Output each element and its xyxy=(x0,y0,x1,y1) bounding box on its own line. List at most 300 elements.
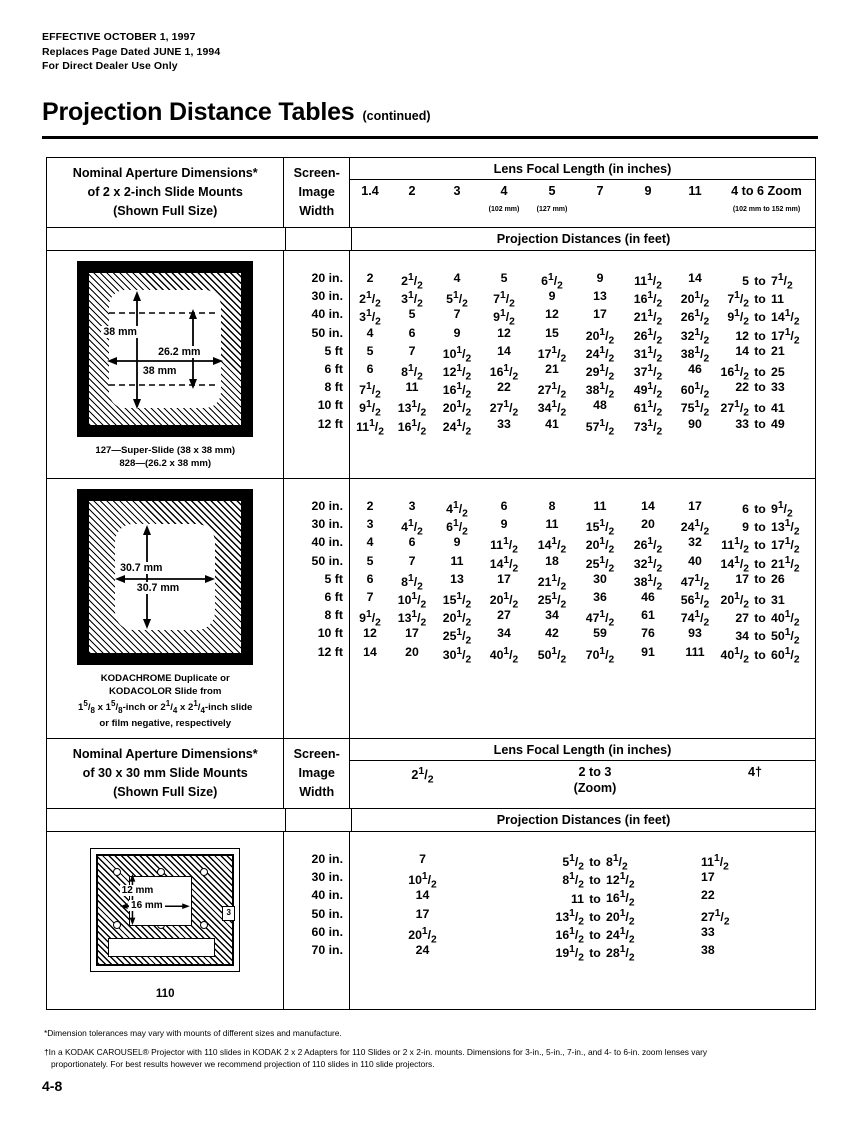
zoom-high: 41 xyxy=(771,401,785,416)
projection-distance-cell: $2^1/_2$ xyxy=(401,272,423,292)
projection-distance-cell: 2 xyxy=(366,499,374,513)
zoom-high: $8^1/_2$ xyxy=(606,853,628,873)
screen-image-width-cell: 40 in. xyxy=(311,535,343,550)
focal-length-label: 5 xyxy=(548,184,556,198)
projection-distance-cell: 34 xyxy=(545,608,559,623)
projection-distance-cell: $24^1/_2$ xyxy=(442,417,472,438)
t1-focal-columns xyxy=(350,180,815,226)
effective-line-1: EFFECTIVE OCTOBER 1, 1997 xyxy=(42,31,196,43)
screen-image-width-cell: 30 in. xyxy=(311,870,343,885)
zoom-to: to xyxy=(754,556,766,571)
zoom-low: $19^1/_2$ xyxy=(555,944,584,964)
zoom-high: $40^1/_2$ xyxy=(771,609,800,629)
slide-mount-127-caption xyxy=(95,445,235,470)
projection-distance-cell: 18 xyxy=(545,553,559,568)
caption-kodachrome-line2: KODACOLOR Slide from xyxy=(108,685,222,697)
zoom-to: to xyxy=(754,328,766,343)
t1-band-title: Projection Distances (in feet) xyxy=(496,232,671,246)
screen-image-width-cell: 30 in. xyxy=(311,289,343,304)
table1-section1 xyxy=(47,250,815,478)
projection-distance-cell: 6 xyxy=(366,571,374,586)
focal-length-header-7 xyxy=(624,180,672,226)
zoom-range-cell xyxy=(495,923,695,946)
projection-distance-cell: $38^1/_2$ xyxy=(633,572,663,593)
zoom-to: to xyxy=(754,647,766,662)
projection-distance-cell: $31^1/_2$ xyxy=(633,344,663,365)
projection-distance-cell: $74^1/_2$ xyxy=(680,609,710,629)
table1-section2-data xyxy=(350,479,815,738)
zoom-low: $20^1/_2$ xyxy=(720,590,749,611)
dim-label-30-7mm-width: 30.7 mm xyxy=(136,582,180,595)
screen-image-width-cell: 10 ft xyxy=(317,626,343,641)
effective-line-2: Replaces Page Dated JUNE 1, 1994 xyxy=(42,45,221,58)
table-row xyxy=(350,396,815,419)
projection-distance-cell: $27^1/_2$ xyxy=(489,399,519,419)
zoom-range-cell xyxy=(718,606,815,629)
slide-mount-kodachrome-frame xyxy=(77,489,253,665)
screen-image-width-cell: 50 in. xyxy=(311,906,343,921)
projection-distance-cell: $20^1/_2$ xyxy=(680,290,710,310)
projection-distance-cell: $10^1/_2$ xyxy=(442,344,472,365)
projection-distance-cell: $73^1/_2$ xyxy=(633,417,663,438)
t2-focal-group-title: Lens Focal Length (in inches) xyxy=(350,739,815,761)
projection-distance-cell: $24^1/_2$ xyxy=(680,518,710,538)
zoom-low: 14 xyxy=(735,343,749,358)
projection-distance-cell: $7^1/_2$ xyxy=(493,290,515,310)
t1-hdr-line1: Nominal Aperture Dimensions* xyxy=(72,166,258,180)
table-row xyxy=(350,905,815,928)
screen-image-width-cell: 20 in. xyxy=(311,499,343,513)
zoom-to: to xyxy=(589,891,601,906)
projection-distance-cell: $2^1/_2$ xyxy=(359,290,381,310)
projection-distance-cell: 5 xyxy=(408,307,416,322)
t2-hdr-screen2: Image xyxy=(298,766,335,781)
zoom-to: to xyxy=(754,611,766,626)
zoom-range-cell xyxy=(718,396,815,419)
screen-image-width-cell: 6 ft xyxy=(324,361,343,376)
zoom-high: $28^1/_2$ xyxy=(606,944,635,964)
footnote-dagger-line2: proportionately. For best results however we recommend projection of 110 slides in 110 slide projectors. xyxy=(51,1059,435,1070)
focal-length-header-6 xyxy=(576,180,624,226)
screen-image-width-cell: 8 ft xyxy=(324,608,343,623)
zoom-to: to xyxy=(589,909,601,924)
zoom-to: to xyxy=(589,946,601,961)
projection-distance-cell: $9^1/_2$ xyxy=(359,399,381,419)
zoom-high: $24^1/_2$ xyxy=(606,925,635,946)
projection-distance-cell: 9 xyxy=(548,289,556,304)
zoom-low: $5^1/_2$ xyxy=(562,853,584,873)
zoom-to: to xyxy=(754,629,766,644)
zoom-range-cell xyxy=(718,342,815,360)
zoom-high: $17^1/_2$ xyxy=(771,536,800,556)
page-title xyxy=(42,98,431,127)
footnote-dagger-line1: †In a KODAK CAROUSEL® Projector with 110 slides in KODAK 2 x 2 Adapters for 110 Slides or 2 x 2-in. mounts. Dimensions for 3-in., 5-in., 7-in., and 4- to 6-in. zoom lenses vary xyxy=(44,1047,708,1058)
focal-length-label: 4 to 6 Zoom xyxy=(731,184,802,198)
focal-length-label: $2^1/_2$ xyxy=(411,765,434,786)
screen-image-width-cell: 20 in. xyxy=(311,852,343,867)
zoom-range-cell xyxy=(718,324,815,347)
projection-distance-cell: 46 xyxy=(641,589,655,604)
zoom-range-cell xyxy=(718,515,815,538)
table1-header-screen-width-col xyxy=(284,158,350,227)
table-row xyxy=(350,533,815,556)
projection-distance-cell: 22 xyxy=(701,888,715,903)
screen-image-width-cell: 5 ft xyxy=(324,571,343,586)
projection-distance-cell: $17^1/_2$ xyxy=(537,344,567,365)
table-row xyxy=(350,606,815,629)
projection-distance-cell: 48 xyxy=(593,398,607,413)
projection-distance-cell: $47^1/_2$ xyxy=(585,609,615,629)
zoom-low: 11 xyxy=(571,891,584,906)
focal-length-label: 7 xyxy=(596,184,604,198)
t1-hdr-line2: of 2 x 2-inch Slide Mounts xyxy=(87,185,243,199)
screen-image-width-cell: 20 in. xyxy=(311,271,343,285)
projection-distance-cell: 38 xyxy=(701,943,715,958)
projection-distance-cell: $14^1/_2$ xyxy=(537,536,567,556)
projection-distance-cell: $61^1/_2$ xyxy=(633,399,663,419)
projection-distance-cell: $20^1/_2$ xyxy=(442,609,472,629)
t1-hdr-screen3: Width xyxy=(299,204,335,218)
projection-distance-cell: $21^1/_2$ xyxy=(633,308,663,328)
zoom-low: $13^1/_2$ xyxy=(555,907,584,928)
projection-distance-cell: 9 xyxy=(500,517,508,532)
slide-mount-diagram-110 xyxy=(47,832,284,1009)
zoom-high: $60^1/_2$ xyxy=(771,645,800,666)
projection-distance-cell: $11^1/_2$ xyxy=(634,272,662,292)
projection-distance-cell: 93 xyxy=(688,626,702,641)
focal-length-label: 3 xyxy=(453,184,461,198)
projection-distance-cell: 27 xyxy=(497,608,511,623)
slide-mount-diagram-127 xyxy=(47,251,284,478)
slide-mount-127-hatch xyxy=(89,273,241,425)
zoom-to: to xyxy=(754,343,766,358)
projection-distance-cell: 42 xyxy=(545,626,559,641)
zoom-to: to xyxy=(754,502,766,517)
zoom-range-cell xyxy=(718,378,815,396)
dim-label-38mm-width: 38 mm xyxy=(142,364,177,377)
projection-distance-cell: 34 xyxy=(497,626,511,641)
zoom-high: 31 xyxy=(771,593,785,608)
zoom-high: $14^1/_2$ xyxy=(771,308,800,328)
projection-distance-cell: 11 xyxy=(545,517,559,532)
screen-image-width-cell: 8 ft xyxy=(324,380,343,395)
projection-distance-cell: $47^1/_2$ xyxy=(680,572,710,593)
projection-distance-cell: $34^1/_2$ xyxy=(537,399,567,419)
projection-distance-cell: 11 xyxy=(593,499,607,513)
band-spacer-mid xyxy=(286,228,352,250)
t2-hdr-line2: of 30 x 30 mm Slide Mounts xyxy=(82,766,248,781)
table-row xyxy=(350,570,815,593)
zoom-high: $7^1/_2$ xyxy=(771,272,793,292)
projection-distance-cell: 12 xyxy=(497,325,511,340)
focal-length-label: 2 xyxy=(408,184,416,198)
band2-spacer-left xyxy=(47,809,286,831)
zoom-high: $21^1/_2$ xyxy=(771,554,800,575)
focal-length-header-t2-2 xyxy=(495,761,695,807)
zoom-to: to xyxy=(754,380,766,395)
table-row xyxy=(350,923,815,946)
zoom-low: 17 xyxy=(735,571,749,586)
projection-distance-cell: 6 xyxy=(408,325,416,340)
footnote-dagger xyxy=(44,1046,824,1070)
zoom-low: 9 xyxy=(742,520,749,535)
slide-mount-diagram-kodachrome xyxy=(47,479,284,738)
focal-length-header-3 xyxy=(434,180,480,226)
zoom-high: $12^1/_2$ xyxy=(606,871,635,891)
projection-distance-cell: $3^1/_2$ xyxy=(401,290,423,310)
projection-distance-cell: 9 xyxy=(596,271,604,285)
zoom-high: $16^1/_2$ xyxy=(606,889,635,910)
t2-focal-columns xyxy=(350,761,815,807)
projection-distance-cell: $11^1/_2$ xyxy=(701,853,729,873)
zoom-range-cell xyxy=(718,360,815,383)
zoom-range-cell xyxy=(495,850,695,873)
projection-distance-cell: 33 xyxy=(497,416,511,431)
projection-distance-cell: 59 xyxy=(593,626,607,641)
projection-distance-cell: 7 xyxy=(453,307,461,322)
projection-distance-cell: 9 xyxy=(453,535,461,550)
zoom-high: $17^1/_2$ xyxy=(771,326,800,347)
projection-distance-cell: 40 xyxy=(688,553,702,568)
slide-mount-kodachrome-caption xyxy=(78,673,252,730)
projection-distance-cell: 13 xyxy=(593,289,607,304)
table-row xyxy=(350,269,815,292)
projection-distance-cell: 46 xyxy=(688,361,702,376)
table-row xyxy=(350,643,815,666)
projection-distance-cell: 17 xyxy=(593,307,607,322)
focal-length-label: 11 xyxy=(688,184,702,198)
screen-image-width-cell: 12 ft xyxy=(317,416,343,431)
zoom-low: 33 xyxy=(735,416,749,431)
projection-distance-cell: 36 xyxy=(593,589,607,604)
zoom-to: to xyxy=(589,927,601,942)
focal-length-mm: (102 mm) xyxy=(488,206,520,213)
projection-distance-cell: 21 xyxy=(545,361,559,376)
projection-distance-cell: $20^1/_2$ xyxy=(585,536,615,556)
screen-image-width-cell: 5 ft xyxy=(324,343,343,358)
projection-distance-cell: $20^1/_2$ xyxy=(442,399,472,419)
projection-distance-cell: $9^1/_2$ xyxy=(359,609,381,629)
zoom-low: $27^1/_2$ xyxy=(720,399,749,419)
projection-distance-cell: $50^1/_2$ xyxy=(537,645,567,666)
zoom-to: to xyxy=(754,416,766,431)
projection-distance-cell: $3^1/_2$ xyxy=(359,308,381,328)
table-row xyxy=(350,342,815,365)
focal-length-sublabel: (Zoom) xyxy=(573,781,617,796)
projection-distance-cell: 6 xyxy=(366,361,374,376)
caption-kodachrome-line3: $1^5/_8$ x $1^5/_8$-inch or $2^1/_4$ x $2^1/_4$-inch slide xyxy=(78,699,253,716)
zoom-low: 22 xyxy=(735,380,749,395)
projection-distance-cell: $60^1/_2$ xyxy=(680,381,710,401)
projection-distance-cell: 111 xyxy=(685,644,705,659)
projection-distance-cell: 15 xyxy=(545,325,559,340)
table2-header-screen-width-col xyxy=(284,739,350,808)
zoom-to: to xyxy=(589,873,601,888)
t2-hdr-line1: Nominal Aperture Dimensions* xyxy=(72,747,258,762)
dim-label-30-7mm-height: 30.7 mm xyxy=(120,561,163,574)
projection-distance-cell: $20^1/_2$ xyxy=(408,925,437,946)
projection-distance-cell: 17 xyxy=(688,499,702,513)
projection-distance-cell: $56^1/_2$ xyxy=(680,590,710,611)
focal-length-label: 4† xyxy=(747,765,762,780)
zoom-to: to xyxy=(754,571,766,586)
zoom-high: 33 xyxy=(771,380,785,395)
title-divider-rule xyxy=(42,136,818,139)
projection-distance-cell: 20 xyxy=(405,644,419,659)
zoom-low: $14^1/_2$ xyxy=(720,554,749,575)
screen-image-width-cell: 40 in. xyxy=(311,307,343,322)
screen-image-width-cell: 50 in. xyxy=(311,553,343,568)
projection-distance-cell: 17 xyxy=(405,626,419,641)
zoom-low: $9^1/_2$ xyxy=(727,308,749,328)
zoom-to: to xyxy=(754,401,766,416)
projection-distance-cell: 5 xyxy=(366,553,374,568)
projection-distance-cell: $30^1/_2$ xyxy=(442,645,472,666)
projection-distance-cell: $8^1/_2$ xyxy=(401,572,423,593)
zoom-low: $40^1/_2$ xyxy=(720,645,749,666)
screen-image-width-cell: 50 in. xyxy=(311,325,343,340)
zoom-range-cell xyxy=(718,287,815,310)
zoom-range-cell xyxy=(495,868,695,891)
projection-distance-cell: $14^1/_2$ xyxy=(489,554,519,575)
table2-width-column xyxy=(284,832,350,1009)
projection-distance-cell: 4 xyxy=(453,271,461,285)
slide-mount-110-dimension-lines xyxy=(98,856,232,964)
table2-header-focal-group xyxy=(350,739,815,808)
zoom-range-cell xyxy=(718,552,815,575)
table-row xyxy=(350,497,815,520)
focal-length-header-2 xyxy=(390,180,434,226)
projection-distance-cell: $26^1/_2$ xyxy=(633,326,663,347)
projection-distance-cell: $49^1/_2$ xyxy=(633,381,663,401)
page-title-text: Projection Distance Tables xyxy=(42,98,355,126)
projection-distance-cell: 7 xyxy=(408,343,416,358)
t2-hdr-line3: (Shown Full Size) xyxy=(113,785,218,800)
projection-distance-cell: $27^1/_2$ xyxy=(701,907,730,928)
caption-127-line1: 127—Super-Slide (38 x 38 mm) xyxy=(95,445,236,456)
zoom-range-cell xyxy=(495,905,695,928)
screen-image-width-cell: 6 ft xyxy=(324,589,343,604)
table1-section2 xyxy=(47,478,815,738)
focal-length-header-t2-1 xyxy=(350,761,495,807)
table-row xyxy=(350,588,815,611)
projection-distance-cell: 5 xyxy=(500,271,508,285)
projection-distance-cell: $7^1/_2$ xyxy=(359,381,381,401)
table-row xyxy=(350,287,815,310)
dim-label-38mm-height: 38 mm xyxy=(103,326,137,339)
caption-127-line2: 828—(26.2 x 38 mm) xyxy=(119,457,212,469)
projection-distance-cell: 90 xyxy=(688,416,702,431)
projection-distance-table xyxy=(46,157,816,1010)
screen-image-width-cell: 70 in. xyxy=(311,943,343,958)
projection-distance-cell: $15^1/_2$ xyxy=(585,518,615,538)
slide-mount-kodachrome-dimension-lines xyxy=(89,501,241,653)
zoom-high: $20^1/_2$ xyxy=(606,907,635,928)
projection-distance-cell: $40^1/_2$ xyxy=(489,645,519,666)
slide-mount-110-caption: 110 xyxy=(155,988,175,1001)
screen-image-width-cell: 40 in. xyxy=(311,888,343,903)
table1-header-aperture-col xyxy=(47,158,284,227)
projection-distance-cell: 8 xyxy=(548,499,556,513)
focal-length-header-9 xyxy=(718,180,815,226)
table-row xyxy=(350,941,815,964)
focal-length-label: 4 xyxy=(500,184,508,198)
effective-date-block xyxy=(42,30,220,74)
zoom-low: $16^1/_2$ xyxy=(555,925,584,946)
projection-distance-cell: 33 xyxy=(701,924,715,939)
projection-distance-cell: 76 xyxy=(641,626,655,641)
projection-distance-cell: $25^1/_2$ xyxy=(537,590,567,611)
focal-length-header-t2-3 xyxy=(695,761,815,807)
table1-band-row xyxy=(47,227,815,250)
projection-distance-cell: 2 xyxy=(366,271,374,285)
projection-distance-cell: 3 xyxy=(408,499,416,513)
focal-length-label: 1.4 xyxy=(361,184,379,198)
zoom-to: to xyxy=(754,365,766,380)
projection-distance-cell: $9^1/_2$ xyxy=(493,308,515,328)
slide-mount-kodachrome-hatch xyxy=(89,501,241,653)
screen-image-width-cell: 60 in. xyxy=(311,924,343,939)
caption-kodachrome-line1: KODACHROME Duplicate or xyxy=(100,673,230,684)
projection-distance-cell: 17 xyxy=(497,571,511,586)
page-title-continued: (continued) xyxy=(362,109,431,123)
zoom-low: 6 xyxy=(742,502,749,517)
projection-distance-cell: $13^1/_2$ xyxy=(397,609,427,629)
zoom-low: 12 xyxy=(735,328,749,343)
screen-image-width-cell: 12 ft xyxy=(317,644,343,659)
slide-mount-110-frame xyxy=(90,848,240,972)
projection-distance-cell: 3 xyxy=(366,517,374,532)
focal-length-label: 9 xyxy=(644,184,652,198)
zoom-range-cell xyxy=(718,497,815,520)
projection-distance-cell: $26^1/_2$ xyxy=(633,536,663,556)
focal-length-mm: (127 mm) xyxy=(536,206,568,213)
projection-distance-cell: $16^1/_2$ xyxy=(489,362,519,383)
projection-distance-cell: $25^1/_2$ xyxy=(442,627,472,647)
effective-line-3: For Direct Dealer Use Only xyxy=(42,60,178,72)
zoom-to: to xyxy=(754,292,766,307)
slide-mount-110-tab: 3 xyxy=(222,906,235,921)
zoom-high: $50^1/_2$ xyxy=(771,627,800,647)
zoom-high: 11 xyxy=(771,292,784,307)
table1-section2-width-column xyxy=(284,479,350,738)
table-row xyxy=(350,515,815,538)
projection-distance-cell: 5 xyxy=(366,343,374,358)
dim-label-26-2mm: 26.2 mm xyxy=(158,345,201,358)
projection-distance-cell: $16^1/_2$ xyxy=(397,417,427,438)
projection-distance-cell: $37^1/_2$ xyxy=(633,362,663,383)
projection-distance-cell: $12^1/_2$ xyxy=(442,362,472,383)
table2-band-row xyxy=(47,808,815,831)
zoom-range-cell xyxy=(718,624,815,647)
zoom-range-cell xyxy=(718,588,815,611)
projection-distance-cell: $11^1/_2$ xyxy=(490,536,518,556)
projection-distance-cell: $32^1/_2$ xyxy=(633,554,663,575)
projection-distance-cell: 91 xyxy=(641,644,655,659)
projection-distance-cell: 4 xyxy=(366,325,374,340)
screen-image-width-cell: 30 in. xyxy=(311,517,343,532)
zoom-to: to xyxy=(754,274,766,289)
table-row xyxy=(350,378,815,401)
projection-distance-cell: 6 xyxy=(408,535,416,550)
projection-distance-cell: 7 xyxy=(366,589,374,604)
t1-hdr-screen1: Screen- xyxy=(293,166,340,180)
projection-distance-cell: $16^1/_2$ xyxy=(633,290,663,310)
zoom-to: to xyxy=(754,538,766,553)
zoom-range-cell xyxy=(495,941,695,964)
focal-length-header-8 xyxy=(672,180,718,226)
zoom-range-cell xyxy=(495,886,695,910)
